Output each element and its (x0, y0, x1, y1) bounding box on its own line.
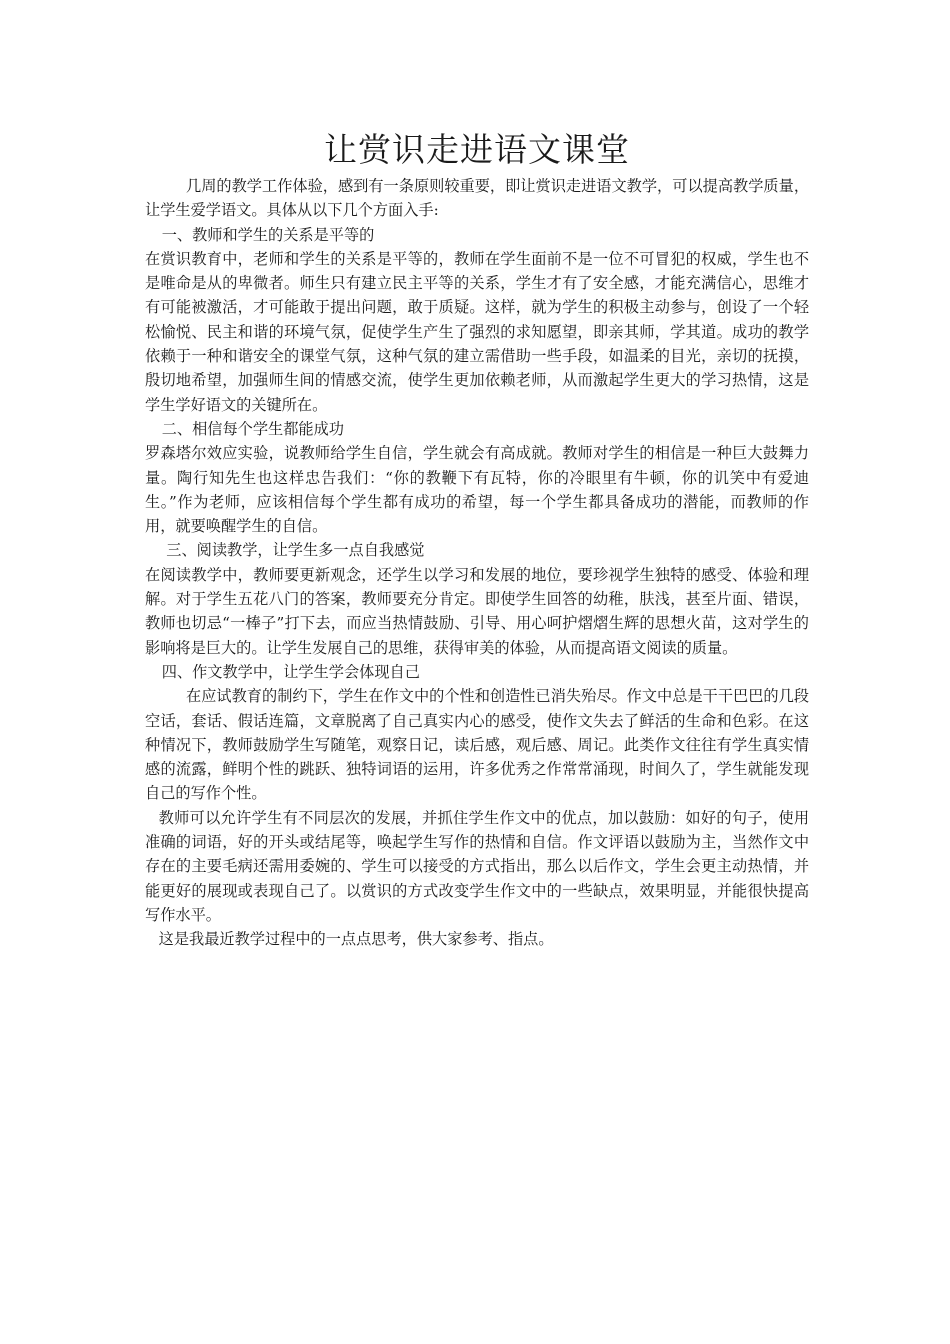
section-4-heading: 四、作文教学中，让学生学会体现自己 (161, 662, 420, 681)
section-1-paragraph: 在赏识教育中，老师和学生的关系是平等的，教师在学生面前不是一位不可冒犯的权威，学生也不是唯命是从的卑微者。师生只有建立民主平等的关系，学生才有了安全感，才能充满信心，思维才有可能被激活，才可能敢于提出问题，敢于质疑。这样，就为学生的积极主动参与，创设了一个轻松愉悦、民主和谐的环境气氛，促使学生产生了强烈的求知愿望，即亲其师，学其道。成功的教学依赖于一种和谐安全的课堂气氛，这种气氛的建立需借助一些手段，如温柔的目光，亲切的抚摸，殷切地希望，加强师生间的情感交流，使学生更加依赖老师，从而激起学生更大的学习热情，这是学生学好语文的关键所在。 (145, 249, 809, 414)
closing-paragraph: 这是我最近教学过程中的一点点思考，供大家参考、指点。 (158, 930, 554, 949)
document-title: 让赏识走进语文课堂 (324, 130, 630, 169)
section-4-paragraph-2: 教师可以允许学生有不同层次的发展，并抓住学生作文中的优点，加以鼓励：如好的句子，使用准确的词语，好的开头或结尾等，唤起学生写作的热情和自信。作文评语以鼓励为主，当然作文中存在的主要毛病还需用委婉的、学生可以接受的方式指出，那么以后作文，学生会更主动热情，并能更好的展现或表现自己了。以赏识的方式改变学生作文中的一些缺点，效果明显，并能很快提高写作水平。 (145, 808, 809, 924)
document-page (145, 128, 809, 952)
intro-paragraph: 几周的教学工作体验，感到有一条原则较重要，即让赏识走进语文教学，可以提高教学质量，让学生爱学语文。具体从以下几个方面入手: (145, 177, 809, 220)
section-2-heading: 二、相信每个学生都能成功 (161, 419, 344, 438)
section-2-paragraph: 罗森塔尔效应实验，说教师给学生自信，学生就会有高成就。教师对学生的相信是一种巨大鼓舞力量。陶行知先生也这样忠告我们：“你的教鞭下有瓦特，你的冷眼里有牛顿，你的讥笑中有爱迪生。”作为老师，应该相信每个学生都有成功的希望，每一个学生都具备成功的潜能，而教师的作用，就要唤醒学生的自信。 (145, 444, 809, 536)
section-3-paragraph: 在阅读教学中，教师要更新观念，还学生以学习和发展的地位，要珍视学生独特的感受、体验和理解。对于学生五花八门的答案，教师要充分肯定。即使学生回答的幼稚，肤浅，甚至片面、错误，教师也切忌“一棒子”打下去，而应当热情鼓励、引导、用心呵护熠熠生辉的思想火苗，这对学生的影响将是巨大的。让学生发展自己的思维，获得审美的体验，从而提高语文阅读的质量。 (145, 565, 809, 657)
section-1-heading: 一、教师和学生的关系是平等的 (161, 225, 375, 244)
section-4-paragraph-1: 在应试教育的制约下，学生在作文中的个性和创造性已消失殆尽。作文中总是干干巴巴的几段空话，套话、假话连篇，文章脱离了自己真实内心的感受，使作文失去了鲜活的生命和色彩。在这种情况下，教师鼓励学生写随笔，观察日记，读后感，观后感、周记。此类作文往往有学生真实情感的流露，鲜明个性的跳跃、独特词语的运用，许多优秀之作常常涌现，时间久了，学生就能发现自己的写作个性。 (145, 687, 809, 803)
section-3-heading: 三、阅读教学，让学生多一点自我感觉 (166, 541, 425, 560)
